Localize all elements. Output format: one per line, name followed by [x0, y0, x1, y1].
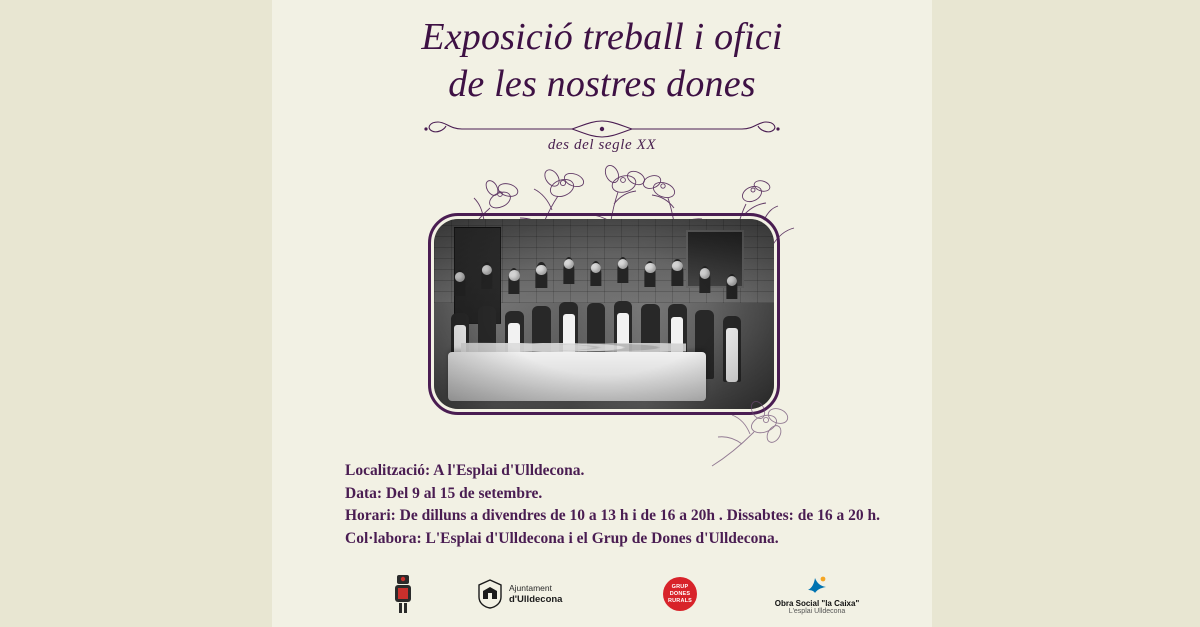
generalitat-logo [377, 570, 429, 618]
info-line-collaborators: Col·labora: L'Esplai d'Ulldecona i el Grup de Dones d'Ulldecona. [345, 529, 779, 547]
dones-circle-badge [663, 577, 697, 611]
dones-circle-logo [652, 570, 708, 618]
exhibition-photo [428, 213, 780, 415]
title-line-1: Exposició treball i ofici [421, 16, 783, 58]
logo-strip [352, 570, 872, 618]
la-caixa-star-icon [804, 574, 830, 594]
ajuntament-label-bottom: d'Ulldecona [509, 594, 563, 605]
title-line-2: de les nostres dones [448, 63, 756, 105]
photo-inner [434, 219, 774, 409]
info-line-date: Data: Del 9 al 15 de setembre. [345, 484, 543, 502]
info-line-schedule: Horari: De dilluns a divendres de 10 a 13 h i de 16 a 20h . Dissabtes: de 16 a 20 h. [345, 507, 880, 524]
la-caixa-label: Obra Social "la Caixa" [774, 598, 860, 608]
dones-logo-line-2: DONES [669, 590, 691, 597]
ajuntament-ulldecona-logo [477, 570, 637, 618]
poster-subtitle: des del segle XX [547, 137, 657, 153]
poster-title [272, 14, 932, 108]
dones-logo-line-1: GRUP [671, 583, 689, 590]
historic-photograph [434, 219, 774, 409]
ajuntament-label-top: Ajuntament [509, 583, 552, 593]
poster-sheet [272, 0, 932, 627]
dones-logo-line-3: RURALS [667, 597, 693, 604]
poster-info [345, 460, 905, 550]
photo-vignette [434, 219, 774, 409]
background-band-right [932, 0, 1200, 627]
background-band-left [0, 0, 272, 627]
obra-social-la-caixa-logo [752, 570, 882, 618]
la-caixa-sublabel: L'esplai Ulldecona [788, 607, 846, 615]
info-line-location: Localització: A l'Esplai d'Ulldecona. [345, 462, 585, 479]
